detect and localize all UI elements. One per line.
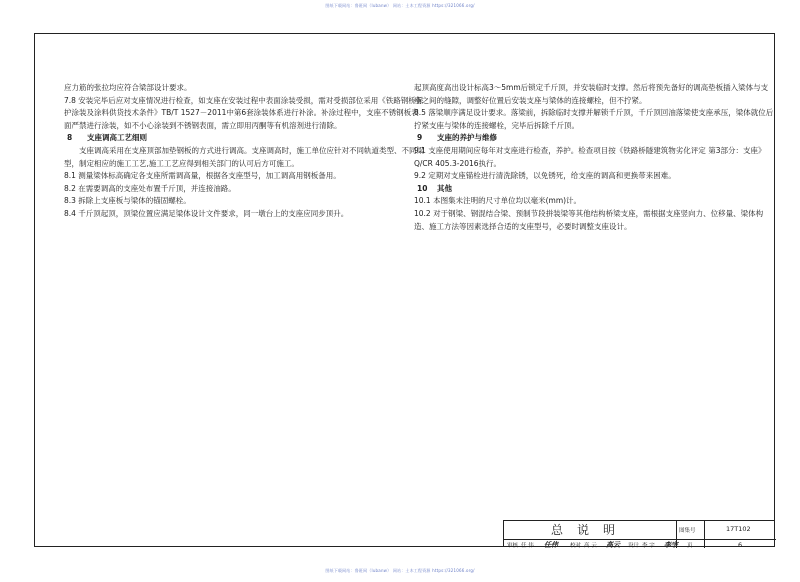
paragraph-7-8: 7.8 安装完毕后应对支座情况进行检查，如支座在安装过程中表面涂装受损，需对受损部位采用《铁路钢桥保护涂装及涂料供货技术条件》TB/T 1527－2011中第6套涂装体系进行补涂。补涂过程中，支座不锈钢板表面严禁进行涂装，如不小心涂装到不锈钢表面，需立即用丙酮等有机溶剂进行清除。	[64, 95, 424, 130]
section-10-number: 10	[417, 183, 428, 193]
review-signature: 任伟	[544, 540, 558, 549]
page-label: 页	[687, 543, 693, 549]
paragraph-continuation: 应力筋的张拉均应符合梁部设计要求。	[64, 83, 192, 92]
paragraph-10-1: 10.1 本图集未注明的尺寸单位均以毫米(mm)计。	[414, 196, 582, 206]
paragraph-continuation-right: 起顶高度高出设计标高3～5mm后锁定千斤顶，并安装临时支撑。然后将预先备好的调高垫板插入梁体与支座之间的缝隙，调整好位置后安装支座与梁体的连接螺栓，但不拧紧。	[414, 83, 769, 105]
section-10-title: 其他	[437, 183, 452, 193]
watermark-top: 图纸下载网站：鲁班网（lubanw） 网站：土木工程资源 https://321066.org/	[325, 3, 475, 8]
title-block-title: 总说明	[550, 523, 629, 537]
atlas-number: 17T102	[726, 525, 751, 533]
paragraph-8-1: 8.1 测量梁体标高确定各支座所需调高量，根据各支座型号，加工调高用钢板备用。	[64, 171, 341, 181]
title-block	[503, 520, 775, 547]
section-8-title: 支座调高工艺细则	[87, 133, 147, 143]
section-9-heading	[414, 132, 774, 145]
paragraph-8-intro: 支座调高采用在支座顶部加垫钢板的方式进行调高。支座调高时，施工单位应针对不同轨道类型、不同梁型，制定相应的施工工艺,施工工艺应得到相关部门的认可后方可施工。	[64, 145, 424, 168]
section-10-heading	[414, 183, 774, 196]
section-8-heading	[64, 132, 424, 145]
design-label: 设计	[628, 543, 640, 549]
proof-signature: 高云	[606, 540, 620, 549]
watermark-bottom: 图纸下载网站：鲁班网（lubanw） 网站：土木工程资源 https://321066.org/	[325, 568, 475, 573]
page-number: 6	[738, 541, 743, 549]
section-8-number: 8	[67, 133, 73, 143]
design-name: 李 宇	[642, 543, 655, 549]
left-text-column	[64, 82, 424, 221]
design-signature: 李宇	[664, 540, 678, 549]
right-text-column	[414, 82, 774, 233]
section-9-number: 9	[417, 133, 423, 143]
review-name: 任 伟	[521, 543, 534, 549]
paragraph-8-5: 8.5 落梁顺序满足设计要求。落梁前，拆除临时支撑并解锁千斤顶，千斤顶回油落梁使支座承压，梁体就位后拧紧支座与梁体的连接螺栓，完毕后拆除千斤顶。	[414, 108, 774, 130]
proof-name: 高 云	[584, 543, 597, 549]
proof-label: 校对	[570, 543, 582, 549]
paragraph-8-3: 8.3 拆除上支座板与梁体的锚固螺栓。	[64, 196, 191, 206]
atlas-number-label: 图集号	[679, 528, 696, 534]
section-9-title: 支座的养护与维修	[437, 133, 497, 143]
paragraph-9-1: 9.1 支座使用期间应每年对支座进行检查，养护。检查项目按《铁路桥隧建筑物劣化评定 第3部分：支座》 Q/CR 405.3-2016执行。	[414, 145, 766, 168]
paragraph-9-2: 9.2 定期对支座锚栓进行清洗除锈，以免锈死，给支座的调高和更换带来困难。	[414, 171, 676, 181]
paragraph-10-2: 10.2 对于钢梁、钢混结合梁、预制节段拼装梁等其他结构桥梁支座，需根据支座竖向力、位移量、梁体构造、施工方法等因素选择合适的支座型号，必要时调整支座设计。	[414, 208, 764, 231]
paragraph-8-4: 8.4 千斤顶起顶，顶梁位置应满足梁体设计文件要求，同一墩台上的支座应同步顶升。	[64, 208, 349, 218]
paragraph-8-2: 8.2 在需要调高的支座处布置千斤顶，并连接油路。	[64, 183, 236, 193]
title-block-divider	[704, 521, 705, 548]
review-label: 审核	[507, 543, 519, 549]
